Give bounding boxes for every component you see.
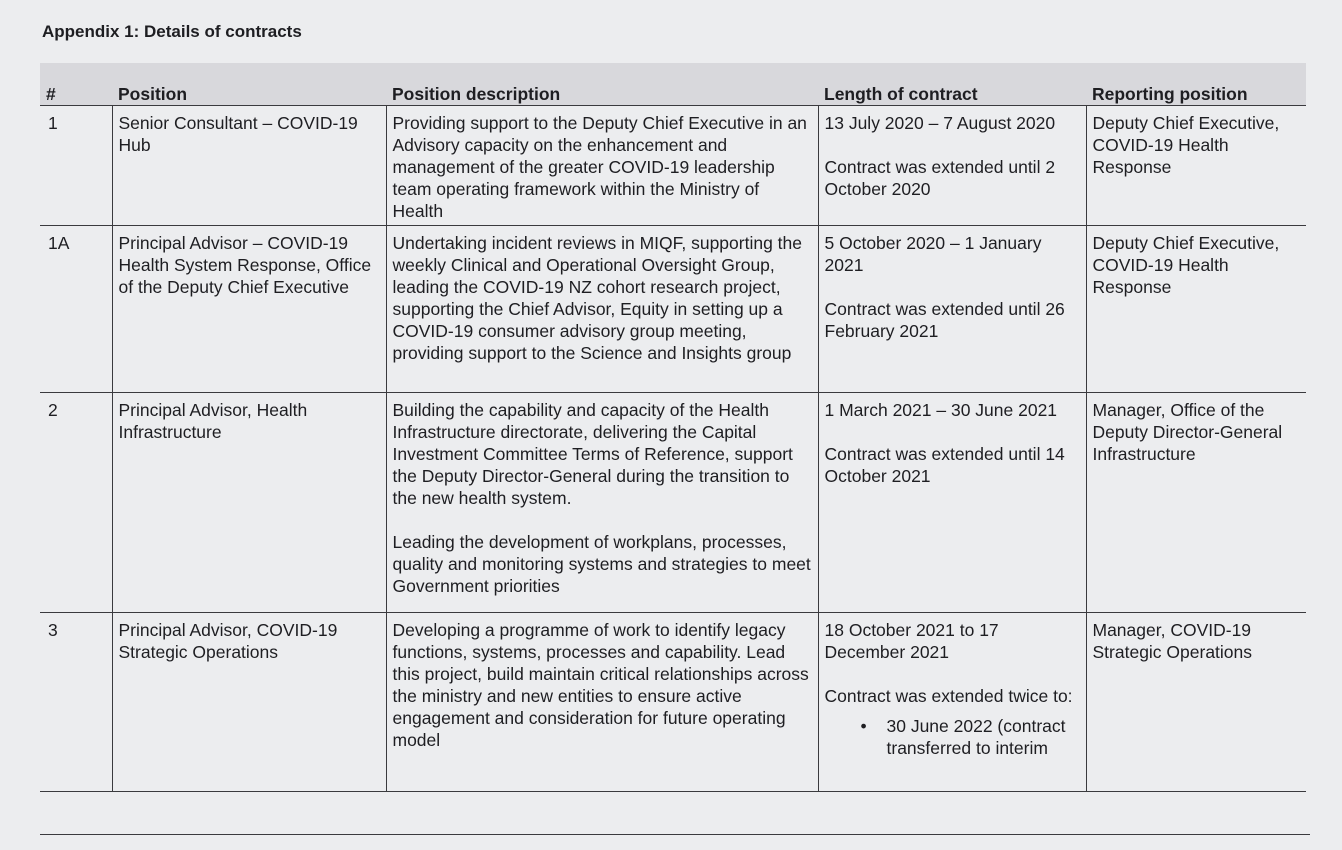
row-length — [818, 226, 1086, 393]
description-paragraph: Leading the development of workplans, processes, quality and monitoring systems and strategies to meet Government priorities — [392, 532, 811, 596]
contract-extension: Contract was extended until 14 October 2021 — [824, 444, 1065, 486]
header-length-of-contract: Length of contract — [818, 63, 1086, 106]
header-position-description: Position description — [386, 63, 818, 106]
row-position: Principal Advisor, Health Infrastructure — [112, 393, 386, 613]
header-number: # — [40, 63, 112, 106]
row-reporting: Deputy Chief Executive, COVID-19 Health Response — [1086, 226, 1306, 393]
row-description — [386, 106, 818, 226]
row-number: 2 — [40, 393, 112, 613]
row-description — [386, 226, 818, 393]
contract-extension: Contract was extended until 2 October 2020 — [824, 157, 1056, 199]
row-number: 1A — [40, 226, 112, 393]
contract-period: 13 July 2020 – 7 August 2020 — [824, 113, 1056, 133]
contract-period: 18 October 2021 to 17 December 2021 — [824, 620, 999, 662]
table-row — [40, 106, 1306, 226]
row-number: 3 — [40, 613, 112, 792]
description-paragraph: Providing support to the Deputy Chief Executive in an Advisory capacity on the enhancement and management of the greater COVID-19 leadership team operating framework within the Ministry of Health — [392, 113, 807, 221]
description-paragraph: Building the capability and capacity of the Health Infrastructure directorate, delivering the Capital Investment Committee Terms of Reference, support the Deputy Director-General during the transition to the new health system. — [392, 400, 793, 508]
header-position: Position — [112, 63, 386, 106]
row-position: Senior Consultant – COVID-19 Hub — [112, 106, 386, 226]
row-reporting: Deputy Chief Executive, COVID-19 Health Response — [1086, 106, 1306, 226]
row-position: Principal Advisor – COVID-19 Health System Response, Office of the Deputy Chief Executive — [112, 226, 386, 393]
row-position: Principal Advisor, COVID-19 Strategic Operations — [112, 613, 386, 792]
description-paragraph: Developing a programme of work to identify legacy functions, systems, processes and capability. Lead this project, build maintain critical relationships across the ministry and new entities to ensure active engagement and consideration for future operating model — [392, 620, 809, 750]
table-row — [40, 393, 1306, 613]
row-length — [818, 613, 1086, 792]
row-reporting: Manager, Office of the Deputy Director-General Infrastructure — [1086, 393, 1306, 613]
table-body — [40, 106, 1306, 792]
extension-list — [825, 715, 1080, 759]
contract-period: 1 March 2021 – 30 June 2021 — [824, 400, 1058, 420]
header-row — [40, 63, 1306, 106]
table-row — [40, 226, 1306, 393]
row-description — [386, 613, 818, 792]
table-header — [40, 63, 1306, 106]
contract-extension: Contract was extended until 26 February 2021 — [824, 299, 1065, 341]
row-length — [818, 393, 1086, 613]
contracts-table-container — [40, 63, 1306, 792]
description-paragraph: Undertaking incident reviews in MIQF, supporting the weekly Clinical and Operational Oversight Group, leading the COVID-19 NZ cohort research project, supporting the Chief Advisor, Equity in setting up a COVID-19 consumer advisory group meeting, providing support to the Science and Insights group — [392, 233, 803, 363]
extension-list-item: • 30 June 2022 (contract transferred to interim — [861, 715, 1080, 759]
row-number: 1 — [40, 106, 112, 226]
contract-period: 5 October 2020 – 1 January 2021 — [824, 233, 1042, 275]
row-reporting: Manager, COVID-19 Strategic Operations — [1086, 613, 1306, 792]
header-reporting-position: Reporting position — [1086, 63, 1306, 106]
table-row — [40, 613, 1306, 792]
contract-extension: Contract was extended twice to: — [824, 686, 1073, 706]
footer-rule — [40, 834, 1310, 835]
row-length — [818, 106, 1086, 226]
row-description — [386, 393, 818, 613]
page-title: Appendix 1: Details of contracts — [42, 22, 302, 41]
contracts-table — [40, 63, 1306, 792]
